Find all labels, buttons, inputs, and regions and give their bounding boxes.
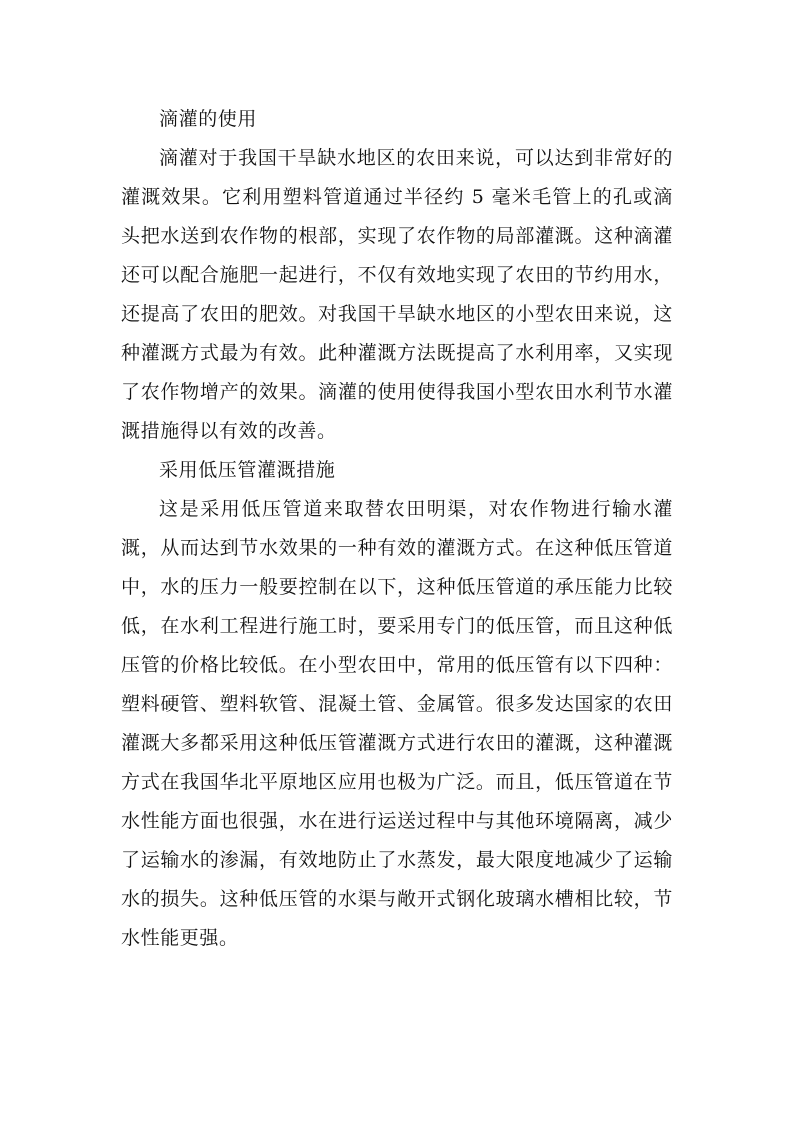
paragraph-low-pressure-pipe: 这是采用低压管道来取替农田明渠，对农作物进行输水灌溉，从而达到节水效果的一种有效的灌溉方式。在这种低压管道中，水的压力一般要控制在以下，这种低压管道的承压能力比较低，在水利工程进行施工时，要采用专门的低压管，而且这种低压管的价格比较低。在小型农田中，常用的低压管有以下四种：塑料硬管、塑料软管、混凝土管、金属管。很多发达国家的农田灌溉大多都采用这种低压管灌溉方式进行农田的灌溉，这种灌溉方式在我国华北平原地区应用也极为广泛。而且，低压管道在节水性能方面也很强，水在进行运送过程中与其他环境隔离，减少了运输水的渗漏，有效地防止了水蒸发，最大限度地减少了运输水的损失。这种低压管的水渠与敞开式钢化玻璃水槽相比较，节水性能更强。	[121, 498, 673, 949]
section-heading-drip-irrigation: 滴灌的使用	[159, 108, 258, 130]
document-body	[121, 100, 673, 958]
paragraph-drip-irrigation: 滴灌对于我国干旱缺水地区的农田来说，可以达到非常好的灌溉效果。它利用塑料管道通过半径约 5 毫米毛管上的孔或滴头把水送到农作物的根部，实现了农作物的局部灌溉。这种滴灌还可以配合施肥一起进行，不仅有效地实现了农田的节约用水，还提高了农田的肥效。对我国干旱缺水地区的小型农田来说，这种灌溉方式最为有效。此种灌溉方法既提高了水利用率，又实现了农作物增产的效果。滴灌的使用使得我国小型农田水利节水灌溉措施得以有效的改善。	[121, 147, 673, 442]
section-heading-low-pressure-pipe: 采用低压管灌溉措施	[159, 459, 336, 481]
